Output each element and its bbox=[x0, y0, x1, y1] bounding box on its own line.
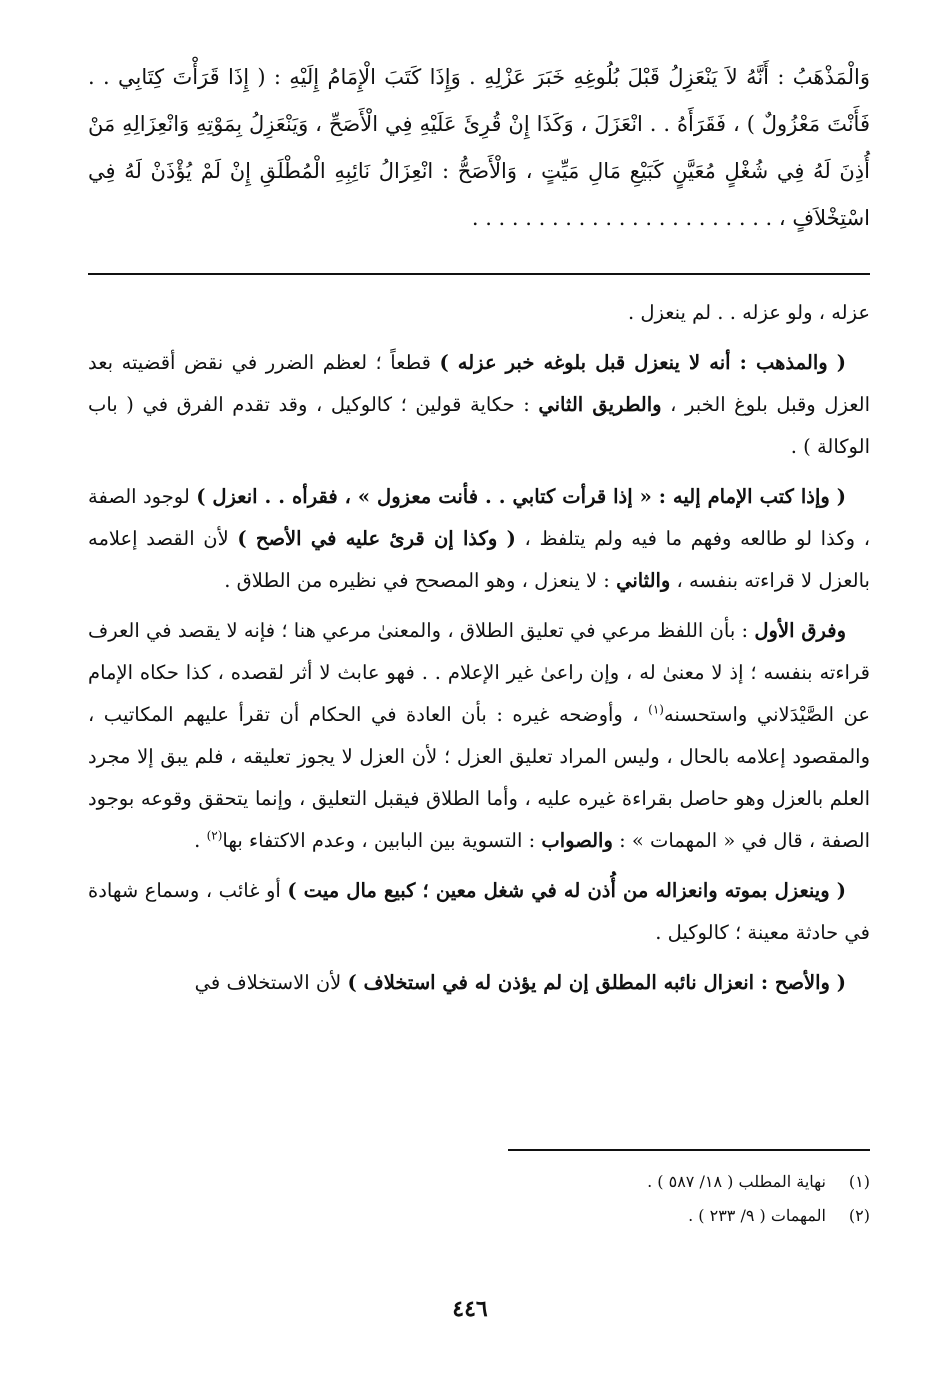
footnote-number-1: (١) bbox=[848, 1172, 870, 1191]
sharh-paragraph-1 bbox=[88, 292, 870, 334]
sharh-p4-text-2: ، وأوضحه غيره : بأن العادة في الحكام أن تقرأ عليهم المكاتيب ، والمقصود إعلامه بالحال ، وليس المراد تعليق العزل ؛ لأن العزل لا يجوز تعليقه ، فلم يبق إلا مجرد العلم بالعزل وهو حاصل بقراءة غيره عليه ، وأما الطلاق فيقبل التعليق ، وإنما يتحقق وقوعه بوجود الصفة ، قال في « المهمات » : bbox=[88, 703, 870, 852]
sharh-p6-bold-1: ( والأصح : انعزال نائبه المطلق إن لم يؤذن له في استخلاف ) bbox=[347, 971, 846, 994]
sharh-p2-text-1: قطعاً ؛ لعظم الضرر في نقض أقضيته بعد العزل وقبل بلوغ الخبر ، bbox=[88, 351, 870, 416]
sharh-p4-bold-2: والصواب bbox=[541, 829, 613, 852]
footnote-ref-1[interactable]: (١) bbox=[648, 702, 664, 717]
footnote-item-2 bbox=[88, 1199, 870, 1233]
sharh-p3-bold-2: ( وكذا إن قرئ عليه في الأصح ) bbox=[237, 527, 516, 550]
sharh-p5-bold-1: ( وينعزل بموته وانعزاله من أُذن له في شغل معين ؛ كبيع مال ميت ) bbox=[287, 879, 846, 902]
matn-dots: . . . . . . . . . . . . . . . . . . . . . . . bbox=[471, 206, 773, 230]
footnotes-block bbox=[88, 1165, 870, 1233]
footnote-ref-2[interactable]: (٢) bbox=[206, 828, 223, 843]
sharh-p3-text-3: : لا ينعزل ، وهو المصحح في نظيره من الطلاق . bbox=[224, 569, 617, 592]
sharh-paragraph-6 bbox=[88, 962, 870, 1004]
sharh-p3-bold-3: والثاني bbox=[616, 569, 671, 592]
footnote-divider-line bbox=[508, 1149, 870, 1151]
sharh-p4-text-1: : بأن اللفظ مرعي في تعليق الطلاق ، والمعنىٰ مرعي هنا ؛ فإنه لا يقصد في العرف قراءته بنفسه ؛ إذ لا معنىٰ له ، وإن راعىٰ غير الإعلام . . فهو عابث لا أثر لقصده ، كذا حكاه الإمام عن الصَّيْدَلاني واستحسنه bbox=[88, 619, 871, 726]
sharh-p1-text: عزله ، ولو عزله . . لم ينعزل . bbox=[627, 301, 870, 324]
sharh-paragraph-3 bbox=[88, 476, 870, 602]
sharh-p2-text-2: : حكاية قولين ؛ كالوكيل ، وقد تقدم الفرق في ( باب الوكالة ) . bbox=[88, 393, 870, 458]
footnote-text-1: نهاية المطلب ( ١٨/ ٥٨٧ ) . bbox=[647, 1172, 826, 1191]
sharh-p5-text-1: أو غائب ، وسماع شهادة في حادثة معينة ؛ كالوكيل . bbox=[88, 879, 870, 944]
sharh-p4-bold-1: وفرق الأول bbox=[754, 619, 846, 642]
sharh-paragraph-2 bbox=[88, 342, 870, 468]
sharh-p2-bold-1: ( والمذهب : أنه لا ينعزل قبل بلوغه خبر عزله ) bbox=[439, 351, 846, 374]
footnote-item-1 bbox=[88, 1165, 870, 1199]
matn-text: وَالْمَذْهَبُ : أَنَّهُ لاَ يَنْعَزِلُ قَبْلَ بُلُوغِهِ خَبَرَ عَزْلِهِ . وَإِذَا كَتَبَ الْإِمَامُ إِلَيْهِ : ( إِذَا قَرَأْتَ كِتَابِي . . فَأَنْتَ مَعْزُولٌ ) ، فَقَرَأَهُ . . انْعَزَلَ ، وَكَذَا إِنْ قُرِئَ عَلَيْهِ فِي الْأَصَحِّ ، وَيَنْعَزِلُ بِمَوْتِهِ وَانْعِزَالِهِ مَنْ أُذِنَ لَهُ فِي شُغْلٍ مُعَيَّنٍ كَبَيْعِ مَالِ مَيِّتٍ ، وَالْأَصَحُّ : انْعِزَالُ نَائِبِهِ الْمُطْلَقِ إِنْ لَمْ يُؤْذَنْ لَهُ فِي اسْتِخْلاَفٍ ، bbox=[88, 65, 870, 230]
sharh-paragraph-5 bbox=[88, 870, 870, 954]
sharh-p2-bold-2: والطريق الثاني bbox=[538, 393, 662, 416]
sharh-p4-text-3: : التسوية بين البابين ، وعدم الاكتفاء بها bbox=[222, 829, 542, 852]
matn-text-block bbox=[88, 54, 870, 242]
page-number: ٤٤٦ bbox=[452, 1296, 488, 1322]
sharh-paragraph-4 bbox=[88, 610, 870, 862]
sharh-p3-text-2: لأن القصد إعلامه بالعزل لا قراءته بنفسه ، bbox=[88, 527, 870, 592]
footnote-text-2: المهمات ( ٩/ ٢٣٣ ) . bbox=[688, 1206, 826, 1225]
sharh-p4-text-4: . bbox=[194, 829, 207, 852]
footnote-number-2: (٢) bbox=[848, 1206, 870, 1225]
matn-divider-line bbox=[88, 273, 870, 275]
sharh-p3-text-1: لوجود الصفة ، وكذا لو طالعه وفهم ما فيه ولم يتلفظ ، bbox=[88, 485, 871, 550]
sharh-p6-text-1: لأن الاستخلاف في bbox=[194, 971, 348, 994]
sharh-p3-bold-1: ( وإذا كتب الإمام إليه : « إذا قرأت كتابي . . فأنت معزول » ، فقرأه . . انعزل ) bbox=[196, 485, 846, 508]
sharh-text-block bbox=[88, 292, 870, 1012]
